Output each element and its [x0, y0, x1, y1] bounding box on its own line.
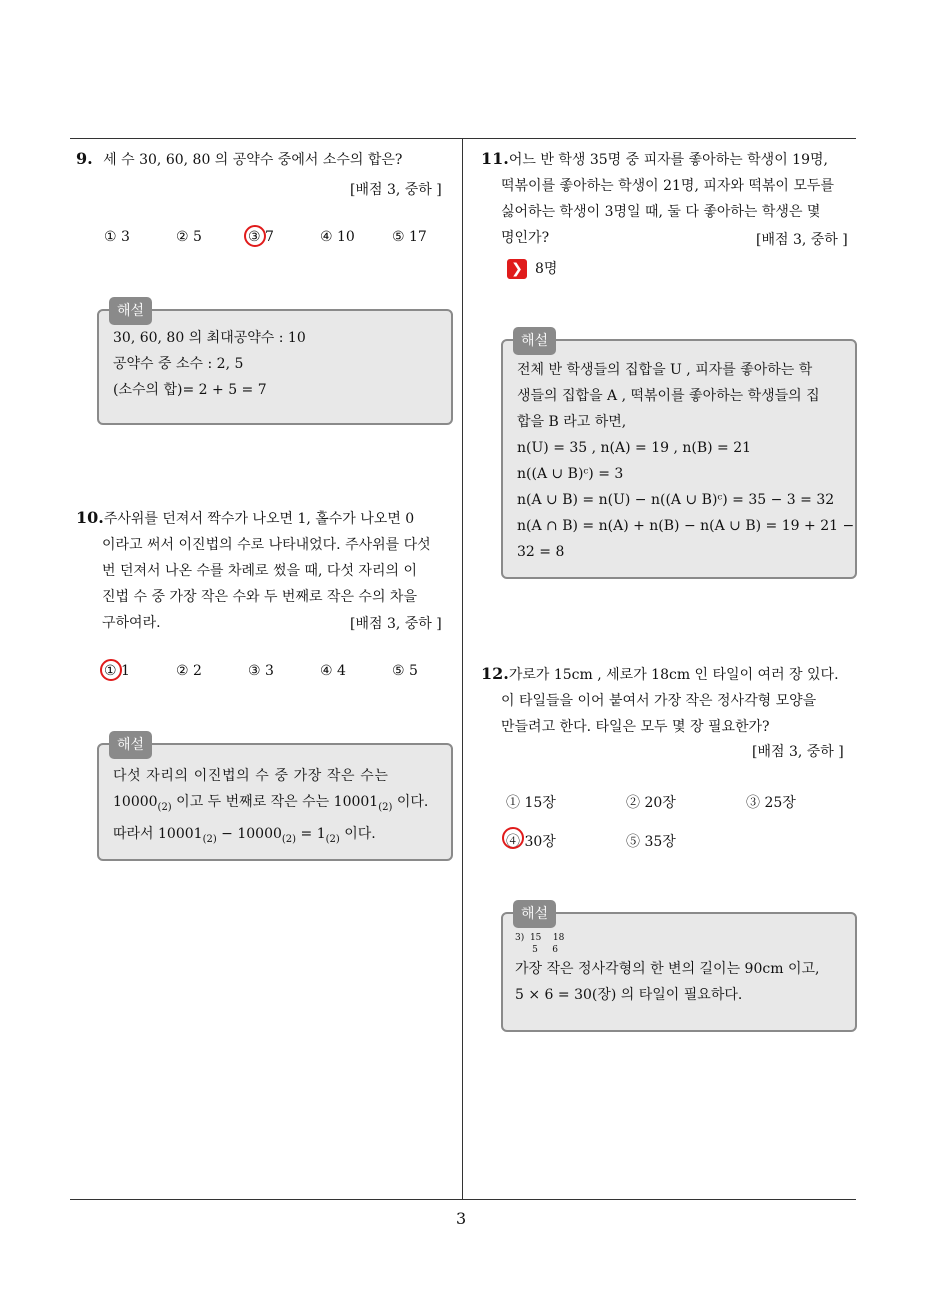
solution-line: n(A ∩ B) = n(A) + n(B) − n(A ∪ B) = 19 + 21 − — [517, 518, 855, 534]
question-11-points: [배점 3, 중하 ] — [756, 232, 848, 248]
column-divider — [462, 138, 463, 1200]
page-number: 3 — [456, 1209, 467, 1228]
solution-line: 가장 작은 정사각형의 한 변의 길이는 90cm 이고, — [515, 961, 820, 977]
division-line: 3) 15 18 — [515, 933, 565, 943]
answer-mark-circle — [100, 659, 122, 681]
solution-tag: 해설 — [109, 731, 152, 759]
choice-5[interactable]: ⑤ 5 — [392, 663, 418, 679]
question-10-choices — [104, 663, 432, 679]
answer-value: 8명 — [535, 261, 558, 277]
solution-tag: 해설 — [513, 900, 556, 928]
bottom-rule — [70, 1199, 856, 1200]
question-12-choices-row-2 — [506, 831, 706, 851]
choice-4[interactable]: ④ 30장 — [506, 831, 626, 851]
solution-line: n(U) = 35 , n(A) = 19 , n(B) = 21 — [517, 440, 752, 456]
solution-line: 전체 반 학생들의 집합을 U , 피자를 좋아하는 학 — [517, 362, 813, 378]
question-number: 12. — [481, 664, 509, 683]
choice-3[interactable]: ③ 25장 — [746, 795, 796, 811]
solution-line: 생들의 집합을 A , 떡볶이를 좋아하는 학생들의 집 — [517, 388, 820, 404]
solution-line: (소수의 합)= 2 + 5 = 7 — [113, 382, 267, 398]
question-9-points: [배점 3, 중하 ] — [350, 182, 442, 198]
solution-line: 32 = 8 — [517, 544, 565, 560]
question-12: 12.가로가 15cm , 세로가 18cm 인 타일이 여러 장 있다. 이 타일들을 이어 붙여서 가장 작은 정사각형 모양을 만들려고 한다. 타일은 모두 몇 장 필요한가? — [481, 664, 839, 735]
choice-1[interactable]: ① 15장 — [506, 795, 556, 811]
question-9-choices — [104, 229, 452, 245]
division-line: 5 6 — [515, 945, 558, 955]
question-number: 10. — [76, 508, 104, 527]
answer-mark-circle — [502, 827, 524, 849]
top-rule — [70, 138, 856, 139]
solution-box-10 — [97, 737, 453, 861]
choice-2[interactable]: ② 20장 — [626, 795, 676, 811]
solution-line: 30, 60, 80 의 최대공약수 : 10 — [113, 330, 306, 346]
choice-2[interactable]: ② 5 — [176, 229, 202, 245]
choice-1[interactable]: ① 1 — [104, 663, 176, 679]
question-9 — [76, 146, 456, 173]
solution-box-12 — [501, 906, 857, 1032]
question-number: 9. — [76, 149, 93, 168]
solution-line: n(A ∪ B) = n(U) − n((A ∪ B)ᶜ) = 35 − 3 = 32 — [517, 492, 835, 508]
solution-box-11 — [501, 333, 857, 579]
solution-line: 합을 B 라고 하면, — [517, 414, 627, 430]
solution-box-9 — [97, 303, 453, 425]
answer-arrow-icon: ❯ — [507, 259, 527, 279]
question-number: 11. — [481, 149, 509, 168]
question-text: 세 수 30, 60, 80 의 공약수 중에서 소수의 합은? — [103, 152, 403, 168]
answer-row — [507, 258, 557, 279]
choice-4[interactable]: ④ 4 — [320, 663, 346, 679]
choice-3[interactable]: ③ 7 — [248, 229, 320, 245]
choice-3[interactable]: ③ 3 — [248, 663, 274, 679]
question-12-points: [배점 3, 중하 ] — [752, 744, 844, 760]
question-10: 10.주사위를 던져서 짝수가 나오면 1, 홀수가 나오면 0 이라고 써서 이진법의 수로 나타내었다. 주사위를 다섯 번 던져서 나온 수를 차례로 썼을 때, 다섯 자리의 이 진법 수 중 가장 작은 수와 두 번째로 작은 수의 차을 구하여라. — [76, 508, 431, 631]
solution-line: 5 × 6 = 30(장) 의 타일이 필요하다. — [515, 987, 743, 1003]
solution-tag: 해설 — [513, 327, 556, 355]
choice-2[interactable]: ② 2 — [176, 663, 202, 679]
choice-5[interactable]: ⑤ 35장 — [626, 834, 676, 850]
solution-tag: 해설 — [109, 297, 152, 325]
question-11: 11.어느 반 학생 35명 중 피자를 좋아하는 학생이 19명, 떡볶이를 좋아하는 학생이 21명, 피자와 떡볶이 모두를 싫어하는 학생이 3명일 때, 둘 다 좋아하는 학생은 몇 명인가? — [481, 149, 834, 246]
choice-4[interactable]: ④ 10 — [320, 229, 355, 245]
answer-mark-circle — [244, 225, 266, 247]
solution-line: 공약수 중 소수 : 2, 5 — [113, 356, 244, 372]
question-12-choices-row-1 — [506, 792, 826, 812]
question-10-points: [배점 3, 중하 ] — [350, 616, 442, 632]
solution-line: $10000_{(2)}$ 이고 두 번째로 작은 수는 $10001_{(2)}$ 이다. — [113, 794, 429, 813]
solution-line: 따라서 $10001_{(2)} - 10000_{(2)} = 1_{(2)}$ 이다. — [113, 825, 376, 845]
choice-5[interactable]: ⑤ 17 — [392, 229, 427, 245]
solution-line: 다섯 자리의 이진법의 수 중 가장 작은 수는 — [113, 768, 389, 784]
choice-1[interactable]: ① 3 — [104, 229, 130, 245]
solution-line: n((A ∪ B)ᶜ) = 3 — [517, 466, 624, 482]
